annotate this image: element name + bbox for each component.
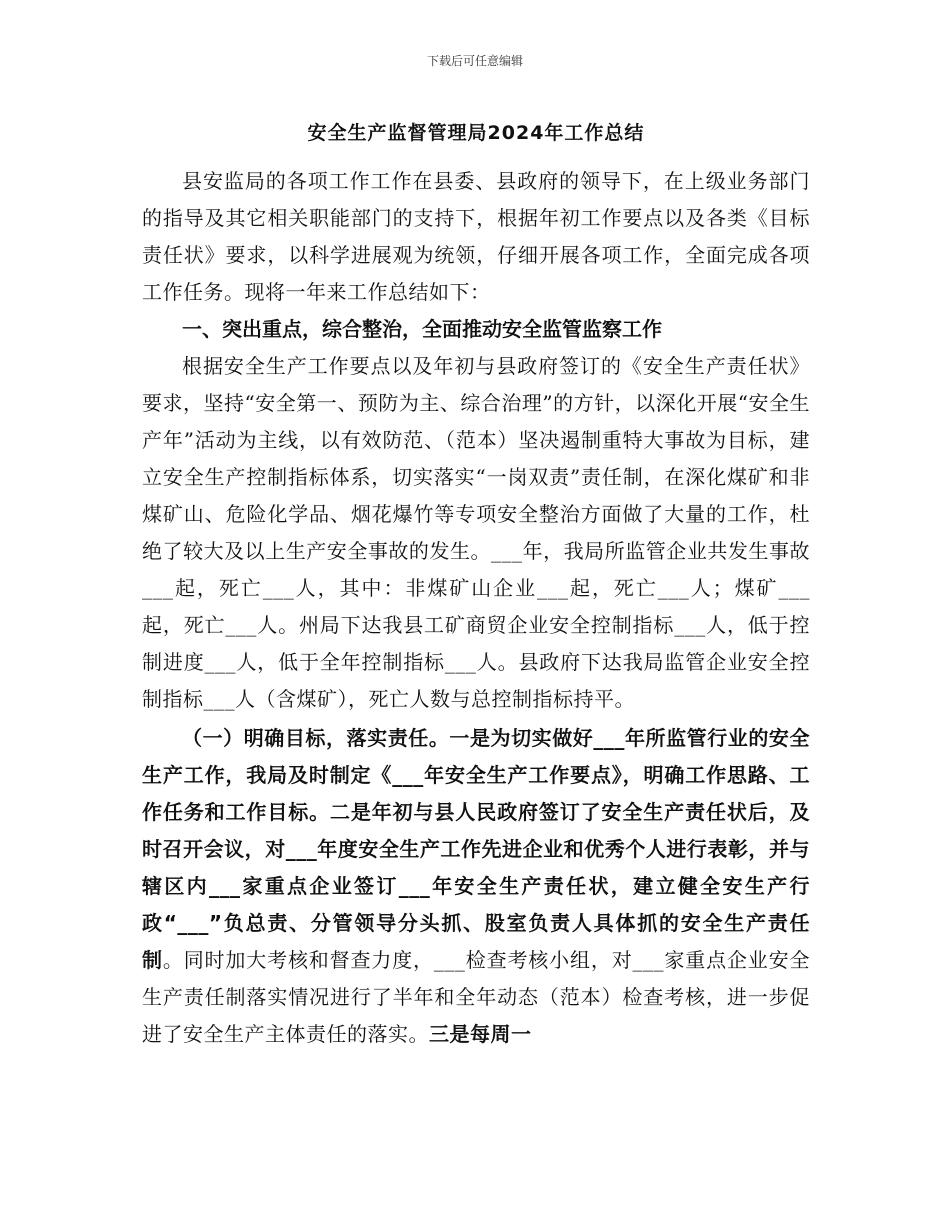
subsection-1-paragraph <box>142 720 810 1053</box>
section-heading-1: 一、突出重点，综合整治，全面推动安全监管监察工作 <box>182 317 662 341</box>
page-header: 下载后可任意编辑 <box>426 54 523 68</box>
subsection-1-bold-text: （一）明确目标，落实责任。一是为切实做好___年所监管行业的安全生产工作，我局及时制定《___年安全生产工作要点》，明确工作思路、工作任务和工作目标。二是年初与县人民政府签订了安全生产责任状后，及时召开会议，对___年度安全生产工作先进企业和优秀个人进行表彰，并与辖区内___家重点企业签订___年安全生产责任状，建立健全安生产行政“___”负总责、分管领导分头抓、股室负责人具体抓的安全生产责任制 <box>142 726 810 972</box>
subsection-1-tail-bold-text: 三是每周一 <box>429 1022 532 1046</box>
section-1-paragraph: 根据安全生产工作要点以及年初与县政府签订的《安全生产责任状》要求，坚持“安全第一、预防为主、综合治理”的方针，以深化开展“安全生产年”活动为主线，以有效防范、（范本）坚决遏制重特大事故为目标，建立安全生产控制指标体系，切实落实“一岗双责”责任制，在深化煤矿和非煤矿山、危险化学品、烟花爆竹等专项安全整治方面做了大量的工作，杜绝了较大及以上生产安全事故的发生。___年，我局所监管企业共发生事故___起，死亡___人，其中：非煤矿山企业___起，死亡___人；煤矿___起，死亡___人。州局下达我县工矿商贸企业安全控制指标___人，低于控制进度___人，低于全年控制指标___人。县政府下达我局监管企业安全控制指标___人（含煤矿），死亡人数与总控制指标持平。 <box>142 354 810 711</box>
document-body <box>142 118 810 1053</box>
document-title: 安全生产监督管理局2024年工作总结 <box>307 122 645 144</box>
intro-paragraph: 县安监局的各项工作工作在县委、县政府的领导下，在上级业务部门的指导及其它相关职能部门的支持下，根据年初工作要点以及各类《目标责任状》要求，以科学进展观为统领，仔细开展各项工作，全面完成各项工作任务。现将一年来工作总结如下： <box>142 169 810 304</box>
subsection-1-normal-text: 。同时加大考核和督查力度，___检查考核小组，对___家重点企业安全生产责任制落实情况进行了半年和全年动态（范本）检查考核，进一步促进了安全生产主体责任的落实。 <box>142 948 811 1046</box>
